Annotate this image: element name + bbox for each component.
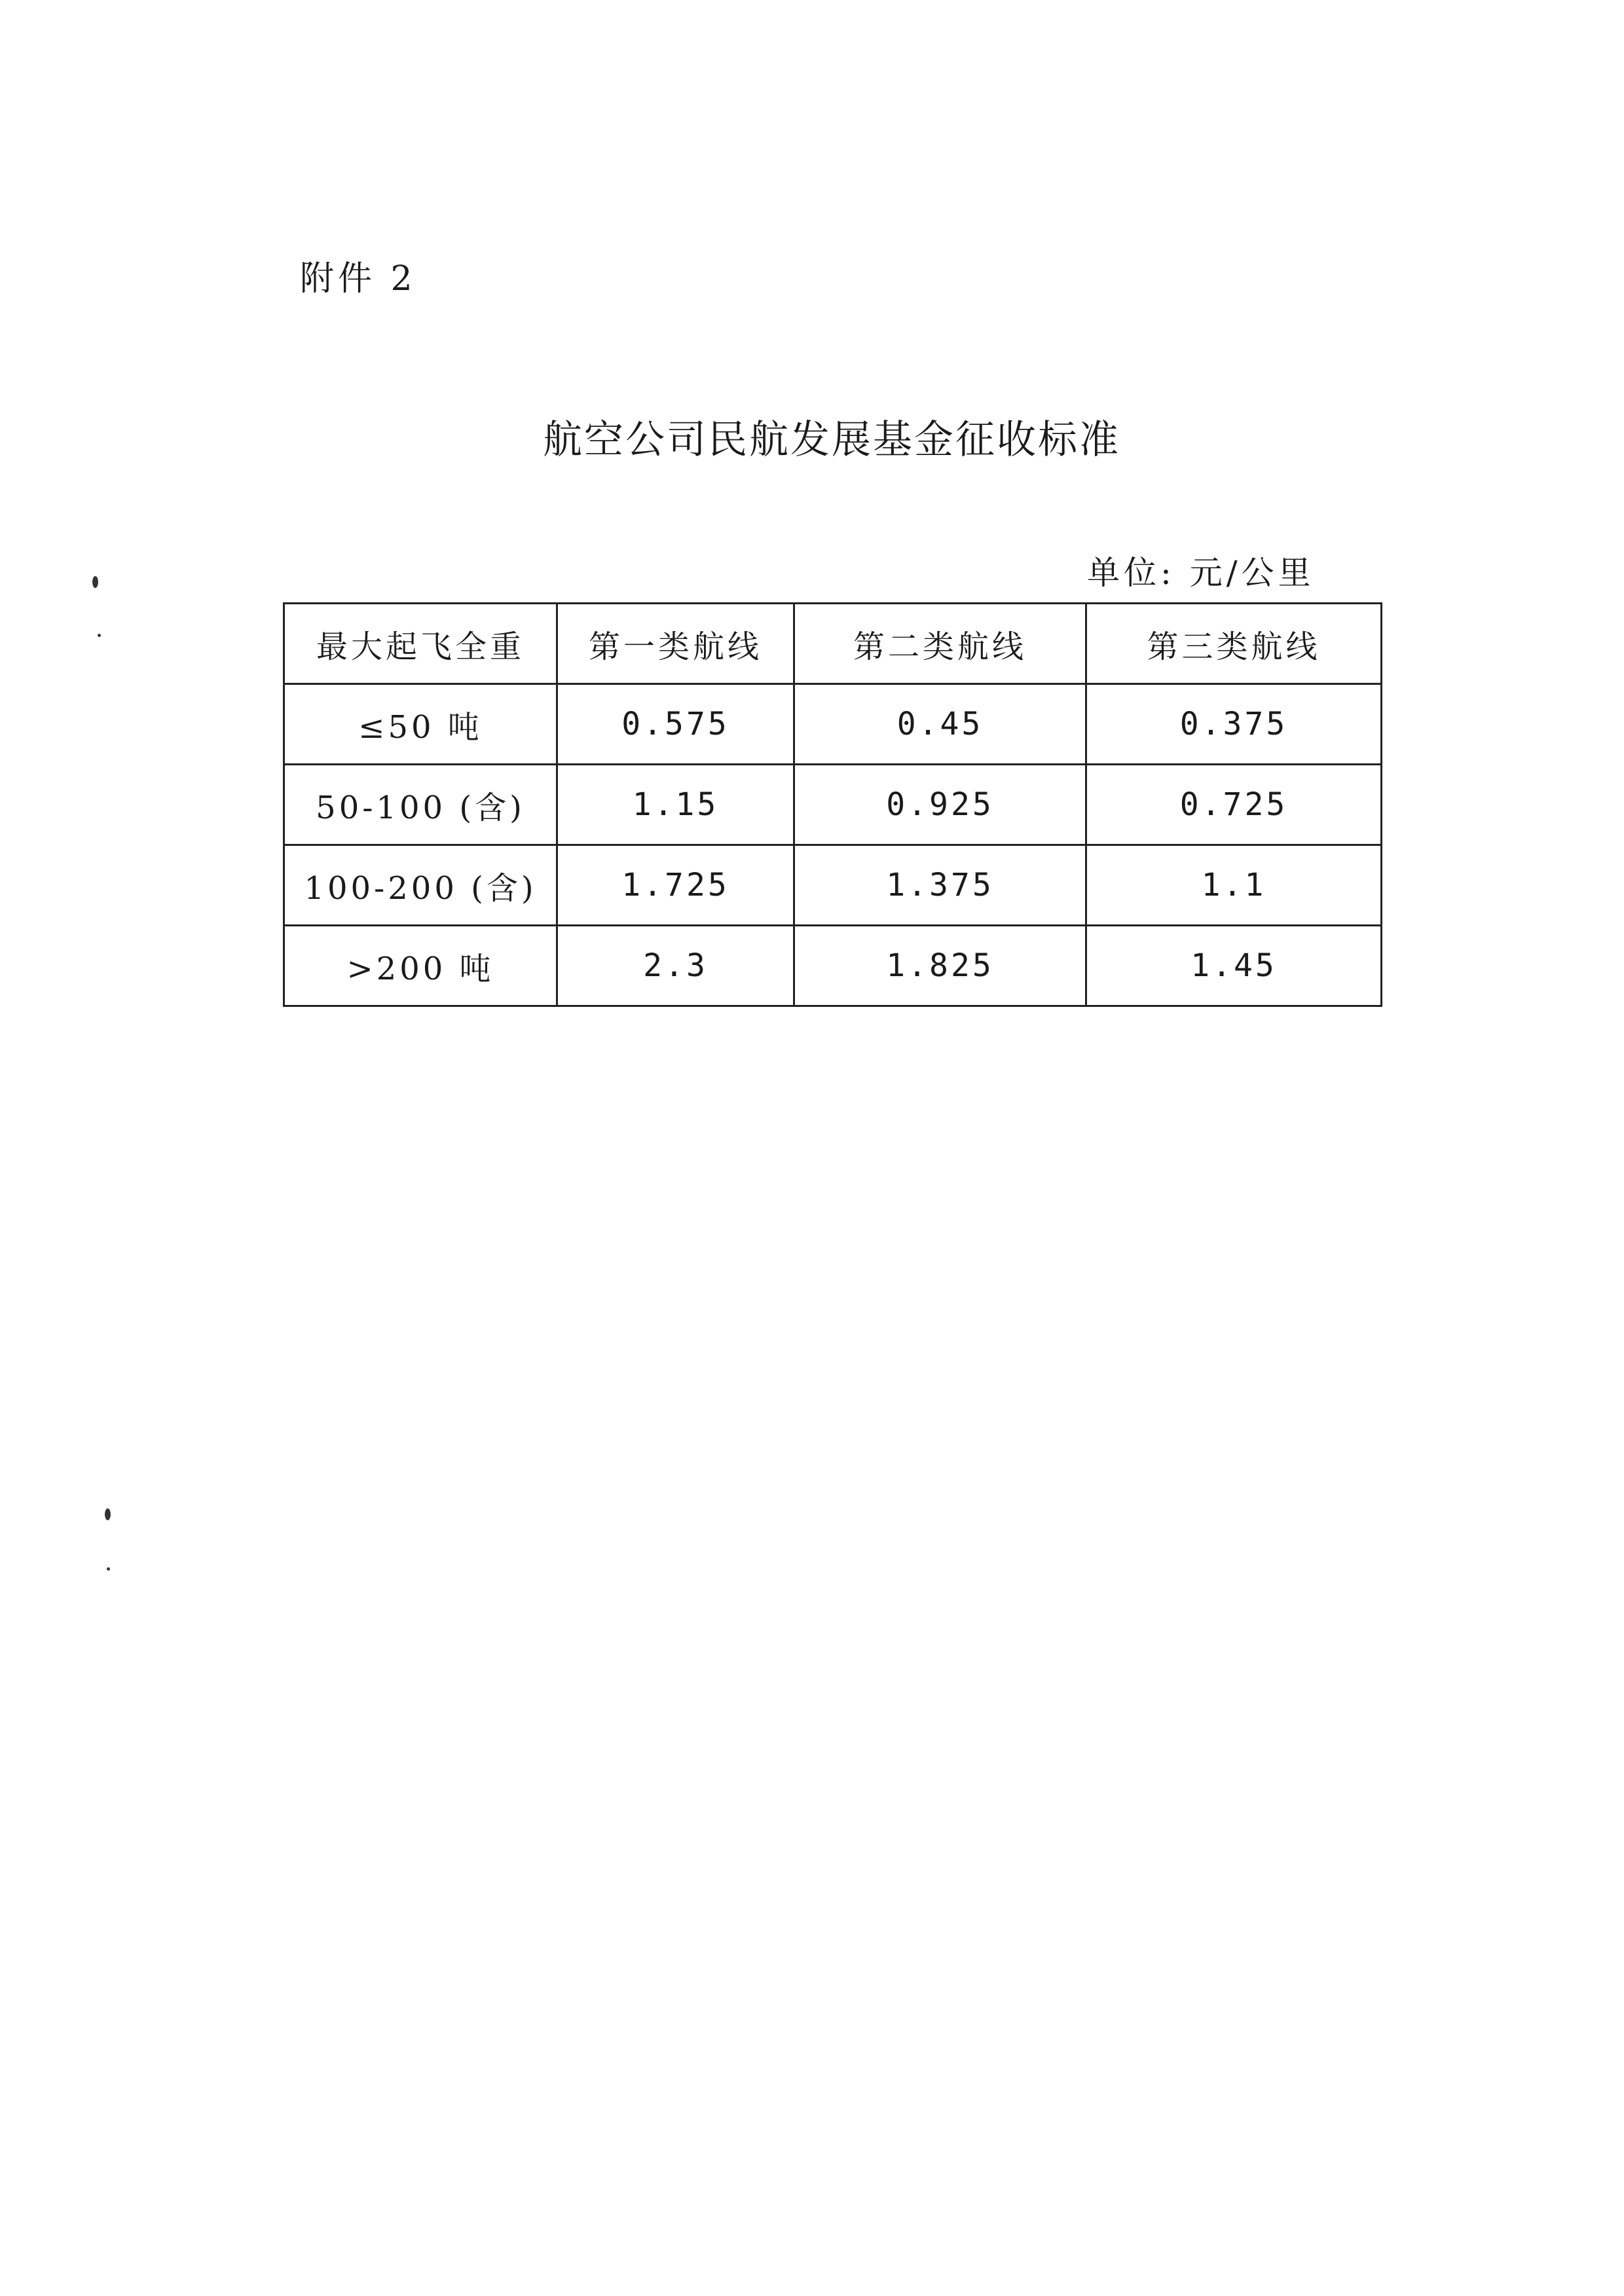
scan-speck <box>107 1567 110 1571</box>
rate-cell: 1.15 <box>557 765 794 845</box>
unit-label: 单位: 元/公里 <box>1087 554 1315 592</box>
header-route-class-1: 第一类航线 <box>557 604 794 684</box>
fee-standard-table <box>283 602 1382 1007</box>
rate-cell: 0.575 <box>557 684 794 765</box>
rate-cell: 1.1 <box>1086 845 1382 926</box>
weight-range-cell: ≤50 吨 <box>284 684 557 765</box>
weight-range-cell: >200 吨 <box>284 926 557 1006</box>
rate-cell: 1.375 <box>794 845 1086 926</box>
rate-cell: 0.925 <box>794 765 1086 845</box>
rate-cell: 0.725 <box>1086 765 1382 845</box>
attachment-label: 附件 2 <box>300 259 416 299</box>
header-max-takeoff-weight: 最大起飞全重 <box>284 604 557 684</box>
rate-cell: 0.375 <box>1086 684 1382 765</box>
rate-cell: 1.45 <box>1086 926 1382 1006</box>
rate-cell: 2.3 <box>557 926 794 1006</box>
rate-cell: 1.725 <box>557 845 794 926</box>
table-header-row <box>284 604 1382 684</box>
weight-range-cell: 50-100 (含) <box>284 765 557 845</box>
document-title: 航空公司民航发展基金征收标准 <box>543 417 1120 463</box>
rate-cell: 0.45 <box>794 684 1086 765</box>
scan-speck <box>92 576 98 588</box>
weight-range-cell: 100-200 (含) <box>284 845 557 926</box>
table-row <box>284 926 1382 1006</box>
rate-cell: 1.825 <box>794 926 1086 1006</box>
scan-speck <box>98 634 101 637</box>
header-route-class-2: 第二类航线 <box>794 604 1086 684</box>
scan-speck <box>105 1508 111 1520</box>
header-route-class-3: 第三类航线 <box>1086 604 1382 684</box>
table-row <box>284 845 1382 926</box>
table-row <box>284 684 1382 765</box>
table-row <box>284 765 1382 845</box>
